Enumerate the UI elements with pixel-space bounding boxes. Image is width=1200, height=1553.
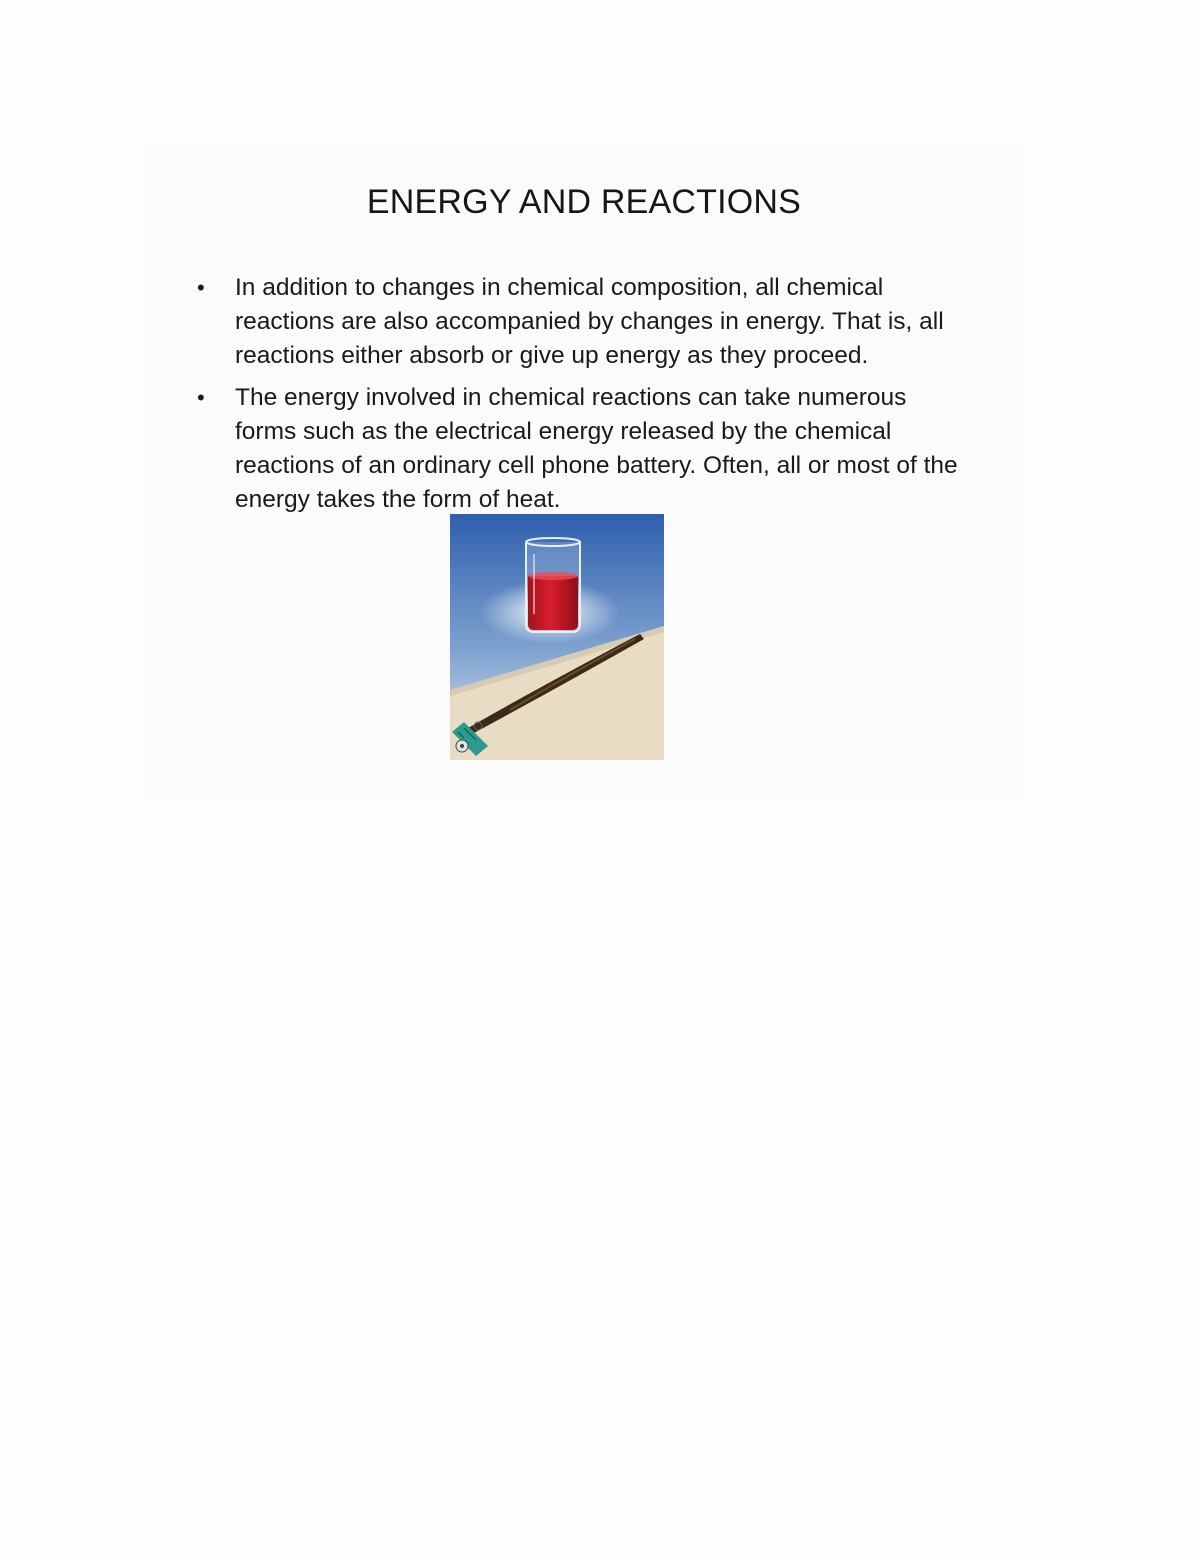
- bullet-item: [194, 381, 974, 517]
- bullet-text: The energy involved in chemical reactions can take numerous forms such as the electrical energy released by the chemical reactions of an ordinary cell phone battery. Often, all or most of the energy takes the form of heat.: [235, 384, 958, 513]
- bullet-text: In addition to changes in chemical composition, all chemical reactions are also accompanied by changes in energy. That is, all reactions either absorb or give up energy as they proceed.: [235, 274, 944, 369]
- beaker: [526, 538, 580, 632]
- bullet-list: [194, 271, 974, 525]
- bullet-item: [194, 271, 974, 373]
- bullet-symbol: •: [197, 275, 205, 300]
- red-liquid: [528, 576, 578, 630]
- bullet-symbol: •: [197, 385, 205, 410]
- slide: [144, 143, 1024, 803]
- slide-title: ENERGY AND REACTIONS: [366, 183, 802, 221]
- reaction-photo: [450, 514, 664, 760]
- beaker-icon: [450, 514, 664, 760]
